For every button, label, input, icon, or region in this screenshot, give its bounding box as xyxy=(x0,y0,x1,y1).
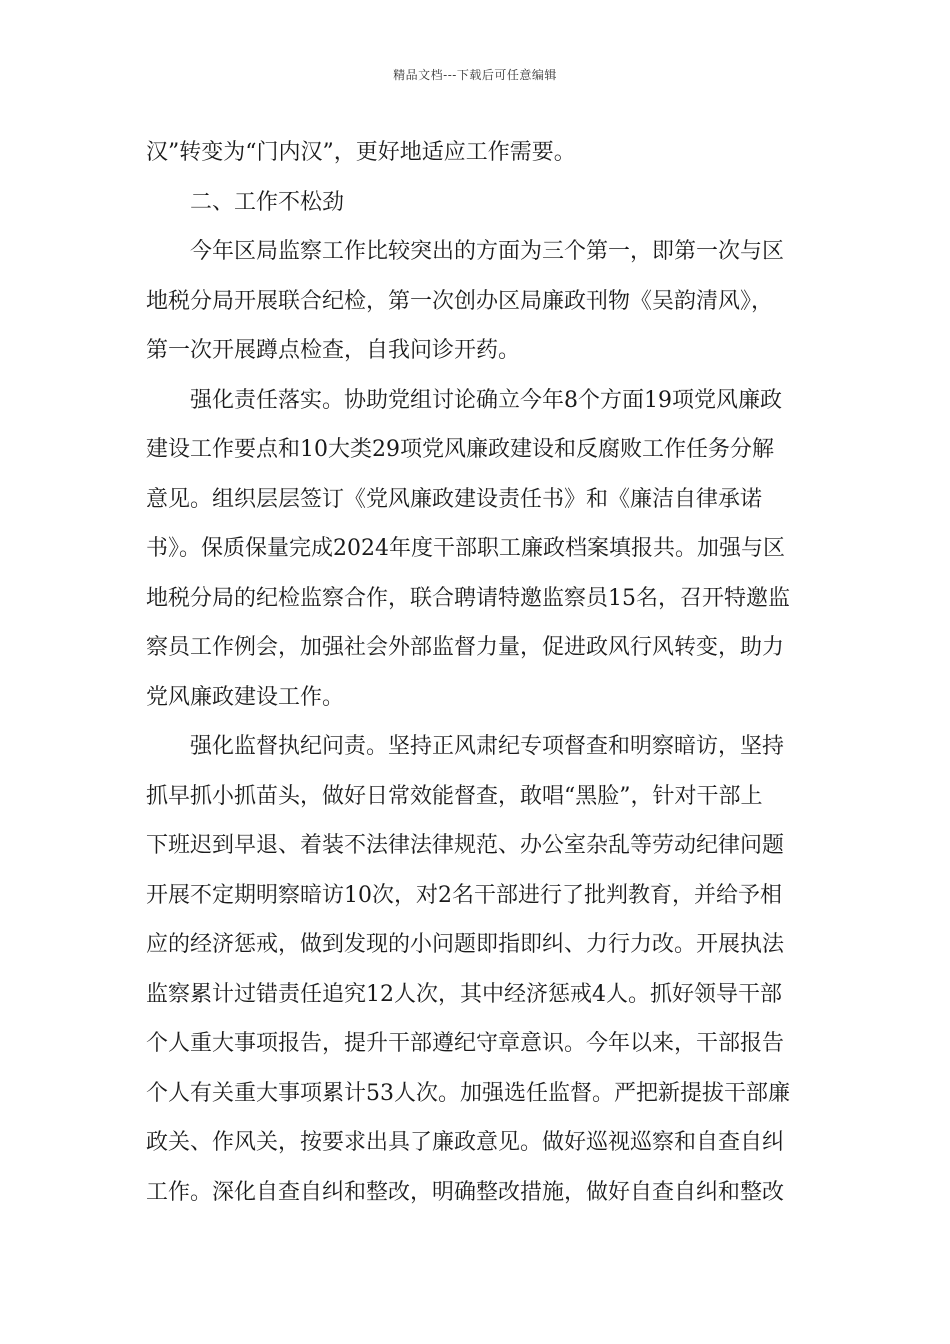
text-line: 工作。深化自查自纠和整改，明确整改措施，做好自查自纠和整改 xyxy=(146,1179,785,1205)
text-line: 汉”转变为“门内汉”，更好地适应工作需要。 xyxy=(146,140,576,165)
text-line: 下班迟到早退、着装不法律法律规范、办公室杂乱等劳动纪律问题 xyxy=(146,833,785,858)
text-line: 抓早抓小抓苗头，做好日常效能督查，敢唱“黑脸”，针对干部上 xyxy=(146,783,763,809)
text-line: 监察累计过错责任追究12人次，其中经济惩戒4人。抓好领导干部 xyxy=(146,981,782,1007)
text-line: 意见。组织层层签订《党风廉政建设责任书》和《廉洁自律承诺 xyxy=(146,486,763,512)
page-header: 精品文档---下载后可任意编辑 xyxy=(393,68,557,82)
paragraph-continuation xyxy=(146,128,810,178)
paragraph-intro xyxy=(146,227,810,376)
text-line: 强化监督执纪问责。坚持正风肃纪专项督查和明察暗访，坚持 xyxy=(190,734,785,759)
text-line: 书》。保质保量完成2024年度干部职工廉政档案填报共。加强与区 xyxy=(146,536,785,561)
paragraph-supervision xyxy=(146,722,810,1217)
text-line: 察员工作例会，加强社会外部监督力量，促进政风行风转变，助力 xyxy=(146,635,785,660)
section-heading xyxy=(146,178,810,228)
text-line: 个人有关重大事项累计53人次。加强选任监督。严把新提拔干部廉 xyxy=(146,1080,790,1106)
text-line: 第一次开展蹲点检查，自我问诊开药。 xyxy=(146,338,521,363)
paragraph-responsibility xyxy=(146,376,810,723)
text-line: 地税分局开展联合纪检，第一次创办区局廉政刊物《吴韵清风》， xyxy=(146,288,774,314)
document-body xyxy=(146,128,810,1217)
text-line: 二、工作不松劲 xyxy=(190,189,345,215)
text-line: 应的经济惩戒，做到发现的小问题即指即纠、力行力改。开展执法 xyxy=(146,932,785,957)
text-line: 开展不定期明察暗访10次，对2名干部进行了批判教育，并给予相 xyxy=(146,882,782,908)
text-line: 强化责任落实。协助党组讨论确立今年8个方面19项党风廉政 xyxy=(190,387,782,413)
text-line: 党风廉政建设工作。 xyxy=(146,684,345,710)
text-line: 政关、作风关，按要求出具了廉政意见。做好巡视巡察和自查自纠 xyxy=(146,1130,785,1155)
text-line: 个人重大事项报告，提升干部遵纪守章意识。今年以来，干部报告 xyxy=(146,1031,785,1056)
text-line: 建设工作要点和10大类29项党风廉政建设和反腐败工作任务分解 xyxy=(146,437,774,462)
text-line: 今年区局监察工作比较突出的方面为三个第一，即第一次与区 xyxy=(190,239,785,264)
text-line: 地税分局的纪检监察合作，联合聘请特邀监察员15名，召开特邀监 xyxy=(146,585,790,611)
